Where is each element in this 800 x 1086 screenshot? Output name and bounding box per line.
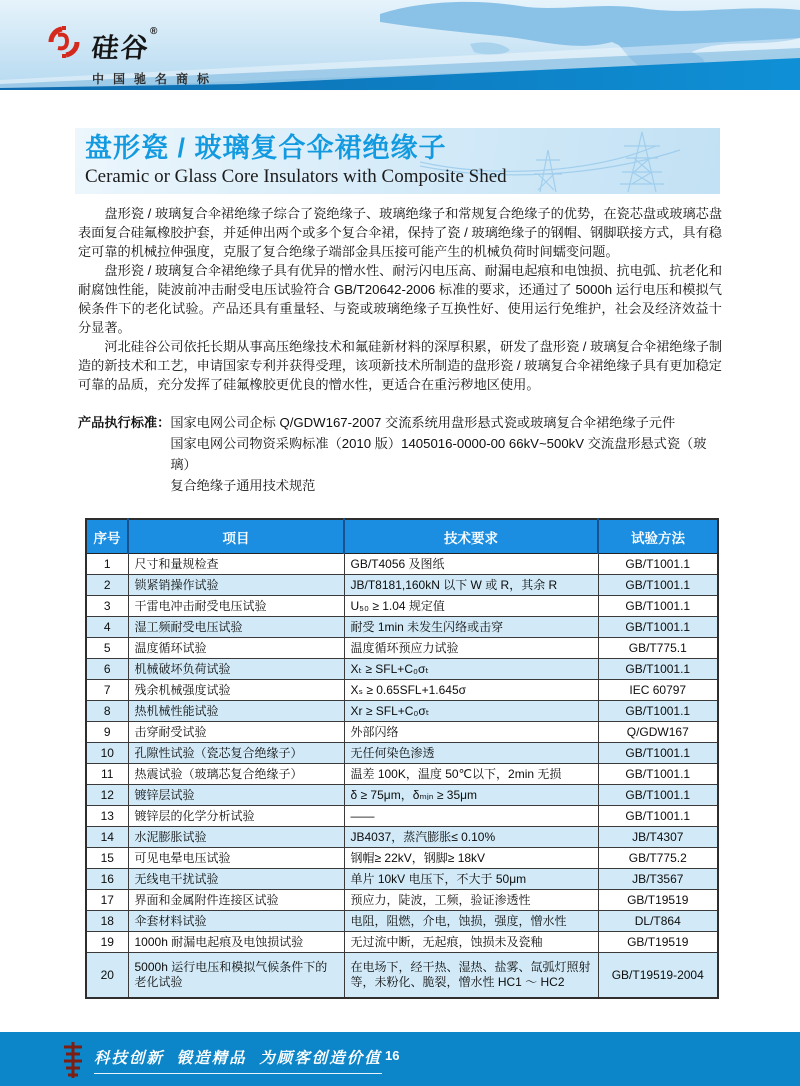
table-row bbox=[86, 785, 718, 806]
table-row bbox=[86, 596, 718, 617]
cell-req: 预应力，陡波，工频，验证渗透性 bbox=[344, 890, 598, 911]
cell-no: 17 bbox=[86, 890, 128, 911]
page-header bbox=[0, 0, 800, 90]
table-row bbox=[86, 701, 718, 722]
cell-item: 镀锌层的化学分析试验 bbox=[128, 806, 344, 827]
cell-no: 15 bbox=[86, 848, 128, 869]
cell-req: 耐受 1min 未发生闪络或击穿 bbox=[344, 617, 598, 638]
table-row bbox=[86, 890, 718, 911]
cell-method: GB/T1001.1 bbox=[598, 575, 718, 596]
page-footer bbox=[0, 1032, 800, 1086]
cell-item: 击穿耐受试验 bbox=[128, 722, 344, 743]
cell-method: GB/T1001.1 bbox=[598, 659, 718, 680]
cell-no: 13 bbox=[86, 806, 128, 827]
standards-label: 产品执行标准： bbox=[78, 415, 171, 430]
cell-item: 镀锌层试验 bbox=[128, 785, 344, 806]
registered-mark: ® bbox=[150, 26, 158, 37]
header-item: 项目 bbox=[128, 519, 344, 554]
test-spec-table bbox=[85, 518, 719, 999]
cell-no: 12 bbox=[86, 785, 128, 806]
cell-no: 6 bbox=[86, 659, 128, 680]
insulator-icon bbox=[62, 1040, 84, 1080]
cell-req: GB/T4056 及图纸 bbox=[344, 554, 598, 575]
table-row bbox=[86, 575, 718, 596]
cell-no: 18 bbox=[86, 911, 128, 932]
cell-req: Xₛ ≥ 0.65SFL+1.645σ bbox=[344, 680, 598, 701]
cell-item: 可见电晕电压试验 bbox=[128, 848, 344, 869]
cell-no: 14 bbox=[86, 827, 128, 848]
table-row bbox=[86, 659, 718, 680]
cell-req: Xₜ ≥ SFL+C₀σₜ bbox=[344, 659, 598, 680]
header-method: 试验方法 bbox=[598, 519, 718, 554]
table-row bbox=[86, 911, 718, 932]
cell-method: GB/T1001.1 bbox=[598, 701, 718, 722]
cell-no: 20 bbox=[86, 953, 128, 999]
cell-method: GB/T19519 bbox=[598, 932, 718, 953]
cell-no: 3 bbox=[86, 596, 128, 617]
cell-item: 干雷电冲击耐受电压试验 bbox=[128, 596, 344, 617]
cell-method: Q/GDW167 bbox=[598, 722, 718, 743]
table-row bbox=[86, 638, 718, 659]
table-row bbox=[86, 680, 718, 701]
cell-no: 9 bbox=[86, 722, 128, 743]
company-logo bbox=[44, 22, 218, 87]
page-number: 16 bbox=[385, 1048, 400, 1063]
standards-lines bbox=[170, 412, 722, 496]
cell-req: δ ≥ 75μm，δₘᵢₙ ≥ 35μm bbox=[344, 785, 598, 806]
cell-method: IEC 60797 bbox=[598, 680, 718, 701]
cell-req: 外部闪络 bbox=[344, 722, 598, 743]
cell-req: 在电场下，经干热、湿热、盐雾、氙弧灯照射等，未粉化、脆裂，憎水性 HC1 ～ HC2 bbox=[344, 953, 598, 999]
cell-req: JB4037，蒸汽膨胀≤ 0.10% bbox=[344, 827, 598, 848]
cell-method: DL/T864 bbox=[598, 911, 718, 932]
cell-no: 7 bbox=[86, 680, 128, 701]
cell-method: GB/T1001.1 bbox=[598, 806, 718, 827]
table-row bbox=[86, 764, 718, 785]
footer-slogan: 科技创新 锻造精品 为顾客创造价值 bbox=[94, 1046, 382, 1074]
cell-item: 5000h 运行电压和模拟气候条件下的老化试验 bbox=[128, 953, 344, 999]
cell-method: GB/T1001.1 bbox=[598, 743, 718, 764]
cell-item: 1000h 耐漏电起痕及电蚀损试验 bbox=[128, 932, 344, 953]
cell-no: 4 bbox=[86, 617, 128, 638]
cell-req: 单片 10kV 电压下，不大于 50μm bbox=[344, 869, 598, 890]
table-row bbox=[86, 806, 718, 827]
cell-item: 界面和金属附件连接区试验 bbox=[128, 890, 344, 911]
cell-req: 电阻，阻燃，介电，蚀损，强度，憎水性 bbox=[344, 911, 598, 932]
cell-req: 温差 100K，温度 50℃以下，2min 无损 bbox=[344, 764, 598, 785]
cell-item: 锁紧销操作试验 bbox=[128, 575, 344, 596]
standards-line-2: 国家电网公司物资采购标准（2010 版）1405016-0000-00 66kV~500kV 交流盘形悬式瓷（玻璃） bbox=[170, 436, 707, 472]
paragraph-1: 盘形瓷 / 玻璃复合伞裙绝缘子综合了瓷绝缘子、玻璃绝缘子和常规复合绝缘子的优势，在瓷芯盘或玻璃芯盘表面复合硅氟橡胶护套，并延伸出两个或多个复合伞裙，保持了瓷 / 玻璃绝缘子的钢帽、钢脚联接方式，具有稳定可靠的机械拉伸强度，克服了复合绝缘子端部金具压接可能产生的机械负荷时间蠕变问题。 bbox=[78, 206, 723, 259]
footer-slogan-group bbox=[62, 1040, 382, 1080]
cell-req: JB/T8181,160kN 以下 W 或 R，其余 R bbox=[344, 575, 598, 596]
cell-no: 11 bbox=[86, 764, 128, 785]
cell-item: 残余机械强度试验 bbox=[128, 680, 344, 701]
paragraph-3: 河北硅谷公司依托长期从事高压绝缘技术和氟硅新材料的深厚积累，研发了盘形瓷 / 玻璃复合伞裙绝缘子制造的新技术和工艺，申请国家专利并获得受理，该项新技术所制造的盘形瓷 / 玻璃复合伞裙绝缘子具有更加稳定可靠的品质，充分发挥了硅氟橡胶更优良的憎水性，更适合在重污秽地区使用。 bbox=[78, 339, 723, 392]
cell-method: GB/T19519-2004 bbox=[598, 953, 718, 999]
cell-item: 热震试验（玻璃芯复合绝缘子） bbox=[128, 764, 344, 785]
table-header-row bbox=[86, 519, 718, 554]
standards-line-3: 复合绝缘子通用技术规范 bbox=[170, 478, 316, 493]
page-title-zh: 盘形瓷 / 玻璃复合伞裙绝缘子 bbox=[85, 133, 447, 163]
table-row bbox=[86, 869, 718, 890]
cell-no: 1 bbox=[86, 554, 128, 575]
cell-item: 无线电干扰试验 bbox=[128, 869, 344, 890]
cell-item: 机械破坏负荷试验 bbox=[128, 659, 344, 680]
logo-emblem-icon bbox=[44, 22, 84, 62]
cell-no: 5 bbox=[86, 638, 128, 659]
cell-req: Xr ≥ SFL+C₀σₜ bbox=[344, 701, 598, 722]
cell-method: JB/T4307 bbox=[598, 827, 718, 848]
title-band bbox=[75, 128, 720, 194]
logo-tagline: 中国驰名商标 bbox=[92, 72, 219, 86]
cell-method: GB/T1001.1 bbox=[598, 764, 718, 785]
main-content bbox=[0, 128, 800, 999]
cell-req: U₅₀ ≥ 1.04 规定值 bbox=[344, 596, 598, 617]
table-row bbox=[86, 743, 718, 764]
table-row bbox=[86, 848, 718, 869]
cell-req: 温度循环预应力试验 bbox=[344, 638, 598, 659]
table-row bbox=[86, 953, 718, 999]
table-row bbox=[86, 932, 718, 953]
cell-item: 伞套材料试验 bbox=[128, 911, 344, 932]
paragraph-2: 盘形瓷 / 玻璃复合伞裙绝缘子具有优异的憎水性、耐污闪电压高、耐漏电起痕和电蚀损、抗电弧、抗老化和耐腐蚀性能，陡波前冲击耐受电压试验符合 GB/T20642-2006 标准的要求，还通过了 5000h 运行电压和模拟气候条件下的老化试验。产品还具有重量轻、与瓷或玻璃绝缘子互换性好、使用运行免维护，社会及经济效益十分显著。 bbox=[78, 263, 723, 335]
cell-item: 温度循环试验 bbox=[128, 638, 344, 659]
table-header bbox=[86, 519, 718, 554]
cell-no: 19 bbox=[86, 932, 128, 953]
intro-paragraphs bbox=[78, 204, 722, 394]
cell-method: GB/T1001.1 bbox=[598, 617, 718, 638]
cell-req: 钢帽≥ 22kV，钢脚≥ 18kV bbox=[344, 848, 598, 869]
table-row bbox=[86, 722, 718, 743]
cell-method: GB/T19519 bbox=[598, 890, 718, 911]
cell-req: 无任何染色渗透 bbox=[344, 743, 598, 764]
cell-method: GB/T1001.1 bbox=[598, 596, 718, 617]
cell-no: 8 bbox=[86, 701, 128, 722]
page-title-en: Ceramic or Glass Core Insulators with Composite Shed bbox=[85, 166, 507, 187]
cell-method: JB/T3567 bbox=[598, 869, 718, 890]
standards-block bbox=[78, 412, 722, 496]
cell-method: GB/T775.2 bbox=[598, 848, 718, 869]
table-row bbox=[86, 617, 718, 638]
cell-method: GB/T1001.1 bbox=[598, 554, 718, 575]
table-row bbox=[86, 827, 718, 848]
logo-wordmark: 硅谷 bbox=[90, 33, 152, 63]
cell-req: 无过流中断，无起痕，蚀损未及瓷釉 bbox=[344, 932, 598, 953]
header-no: 序号 bbox=[86, 519, 128, 554]
table-row bbox=[86, 554, 718, 575]
cell-item: 尺寸和量规检查 bbox=[128, 554, 344, 575]
cell-item: 水泥膨胀试验 bbox=[128, 827, 344, 848]
test-table-body bbox=[86, 554, 718, 999]
cell-method: GB/T775.1 bbox=[598, 638, 718, 659]
cell-no: 10 bbox=[86, 743, 128, 764]
header-requirement: 技术要求 bbox=[344, 519, 598, 554]
cell-method: GB/T1001.1 bbox=[598, 785, 718, 806]
cell-item: 孔隙性试验（瓷芯复合绝缘子） bbox=[128, 743, 344, 764]
cell-item: 湿工频耐受电压试验 bbox=[128, 617, 344, 638]
cell-item: 热机械性能试验 bbox=[128, 701, 344, 722]
cell-req: —— bbox=[344, 806, 598, 827]
standards-line-1: 国家电网公司企标 Q/GDW167-2007 交流系统用盘形悬式瓷或玻璃复合伞裙绝缘子元件 bbox=[170, 415, 676, 430]
cell-no: 2 bbox=[86, 575, 128, 596]
cell-no: 16 bbox=[86, 869, 128, 890]
